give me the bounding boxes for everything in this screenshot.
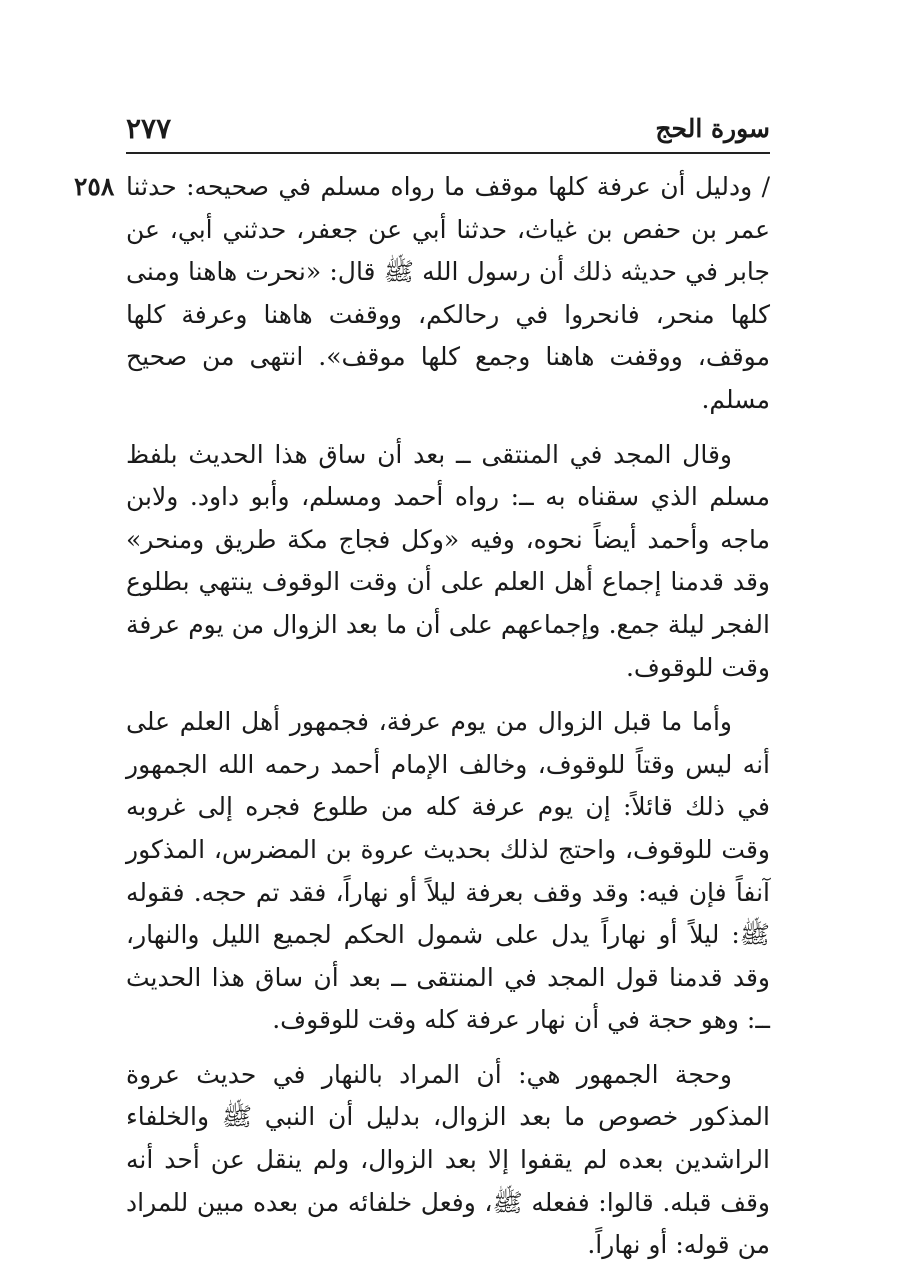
body-text	[126, 166, 770, 1279]
paragraph: وقال المجد في المنتقى ــ بعد أن ساق هذا الحديث بلفظ مسلم الذي سقناه به ــ: رواه أحمد ومسلم، وأبو داود. ولابن ماجه وأحمد أيضاً نحوه، وفيه «وكل فجاج مكة طريق ومنحر» وقد قدمنا إجماع أهل العلم على أن وقت الوقوف ينتهي بطلوع الفجر ليلة جمع. وإجماعهم على أن ما بعد الزوال من يوم عرفة وقت للوقوف.	[126, 439, 770, 682]
paragraph: وحجة الجمهور هي: أن المراد بالنهار في حديث عروة المذكور خصوص ما بعد الزوال، بدليل أن النبي ﷺ والخلفاء الراشدين بعده لم يقفوا إلا بعد الزوال، ولم ينقل عن أحد أنه وقف قبله. قالوا: ففعله ﷺ، وفعل خلفائه من بعده مبين للمراد من قوله: أو نهاراً.	[126, 1059, 770, 1260]
margin-page-reference: ٢٥٨	[74, 172, 115, 201]
paragraph: / ودليل أن عرفة كلها موقف ما رواه مسلم في صحيحه: حدثنا عمر بن حفص بن غياث، حدثنا أبي عن جعفر، حدثني أبي، عن جابر في حديثه ذلك أن رسول الله ﷺ قال: «نحرت هاهنا ومنى كلها منحر، فانحروا في رحالكم، ووقفت هاهنا وعرفة كلها موقف، ووقفت هاهنا وجمع كلها موقف». انتهى من صحيح مسلم.	[126, 172, 770, 414]
paragraph: وأما ما قبل الزوال من يوم عرفة، فجمهور أهل العلم على أنه ليس وقتاً للوقوف، وخالف الإمام أحمد رحمه الله الجمهور في ذلك قائلاً: إن يوم عرفة كله من طلوع فجره إلى غروبه وقت للوقوف، واحتج لذلك بحديث عروة بن المضرس، المذكور آنفاً فإن فيه: وقد وقف بعرفة ليلاً أو نهاراً، فقد تم حجه. فقوله ﷺ: ليلاً أو نهاراً يدل على شمول الحكم لجميع الليل والنهار، وقد قدمنا قول المجد في المنتقى ــ بعد أن ساق هذا الحديث ــ: وهو حجة في أن نهار عرفة كله وقت للوقوف.	[126, 707, 770, 1035]
surah-title: سورة الحج	[655, 114, 770, 143]
page-number: ٢٧٧	[126, 112, 172, 145]
running-header	[126, 112, 770, 154]
